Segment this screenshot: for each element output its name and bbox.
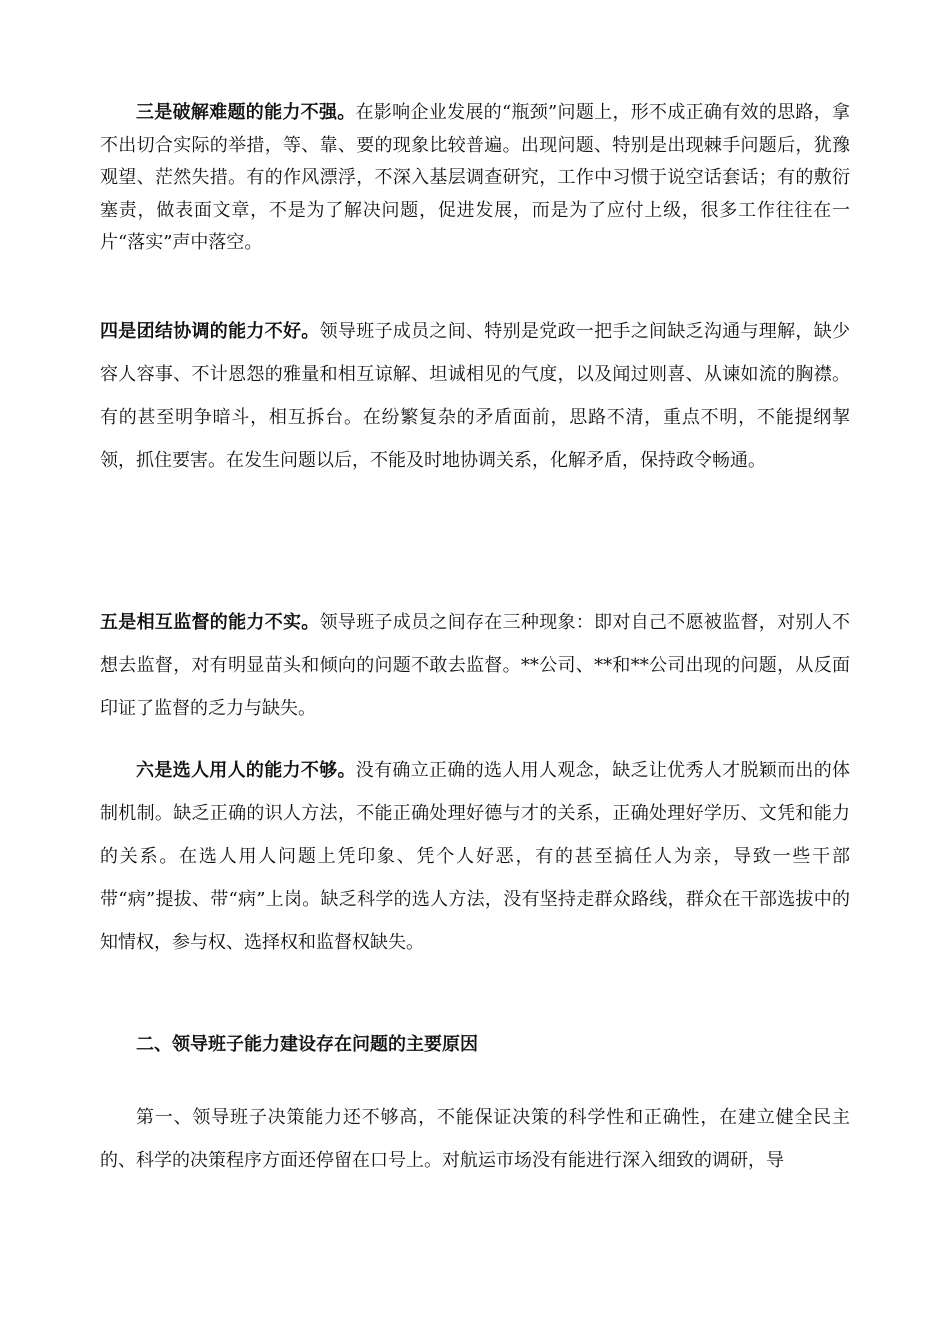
paragraph-problem-solving <box>100 97 850 260</box>
paragraph-personnel-selection <box>100 749 850 964</box>
paragraph-coordination <box>100 310 850 482</box>
paragraph-lead: 三是破解难题的能力不强。 <box>136 102 356 123</box>
paragraph-lead: 四是团结协调的能力不好。 <box>100 321 320 342</box>
paragraph-body: 领导班子成员之间、特别是党政一把手之间缺乏沟通与理解，缺少容人容事、不计恩怨的雅量和相互谅解、坦诚相见的气度，以及闻过则喜、从谏如流的胸襟。有的甚至明争暗斗，相互拆台。在纷繁复杂的矛盾面前，思路不清，重点不明，不能提纲挈领，抓住要害。在发生问题以后，不能及时地协调关系，化解矛盾，保持政令畅通。 <box>100 321 851 471</box>
paragraph-decision-making <box>100 1096 850 1182</box>
paragraph-body: 在影响企业发展的“瓶颈”问题上，形不成正确有效的思路，拿不出切合实际的举措，等、靠、要的现象比较普遍。出现问题、特别是出现棘手问题后，犹豫观望、茫然失措。有的作风漂浮，不深入基层调查研究，工作中习惯于说空话套话；有的敷衍塞责，做表面文章，不是为了解决问题，促进发展，而是为了应付上级，很多工作往往在一片“落实”声中落空。 <box>100 102 851 253</box>
paragraph-body: 没有确立正确的选人用人观念，缺乏让优秀人才脱颖而出的体制机制。缺乏正确的识人方法，不能正确处理好德与才的关系，正确处理好学历、文凭和能力的关系。在选人用人问题上凭印象、凭个人好恶，有的甚至搞任人为亲，导致一些干部带“病”提拔、带“病”上岗。缺乏科学的选人方法，没有坚持走群众路线，群众在干部选拔中的知情权，参与权、选择权和监督权缺失。 <box>100 760 851 953</box>
paragraph-body: 领导班子成员之间存在三种现象：即对自己不愿被监督，对别人不想去监督，对有明显苗头和倾向的问题不敢去监督。**公司、**和**公司出现的问题，从反面印证了监督的乏力与缺失。 <box>100 612 851 719</box>
section-heading: 二、领导班子能力建设存在问题的主要原因 <box>136 1034 478 1055</box>
paragraph-lead: 六是选人用人的能力不够。 <box>136 760 356 781</box>
paragraph-lead: 五是相互监督的能力不实。 <box>100 612 320 633</box>
paragraph-supervision <box>100 601 850 730</box>
paragraph-body: 第一、领导班子决策能力还不够高，不能保证决策的科学性和正确性，在建立健全民主的、科学的决策程序方面还停留在口号上。对航运市场没有能进行深入细致的调研，导 <box>100 1107 850 1171</box>
